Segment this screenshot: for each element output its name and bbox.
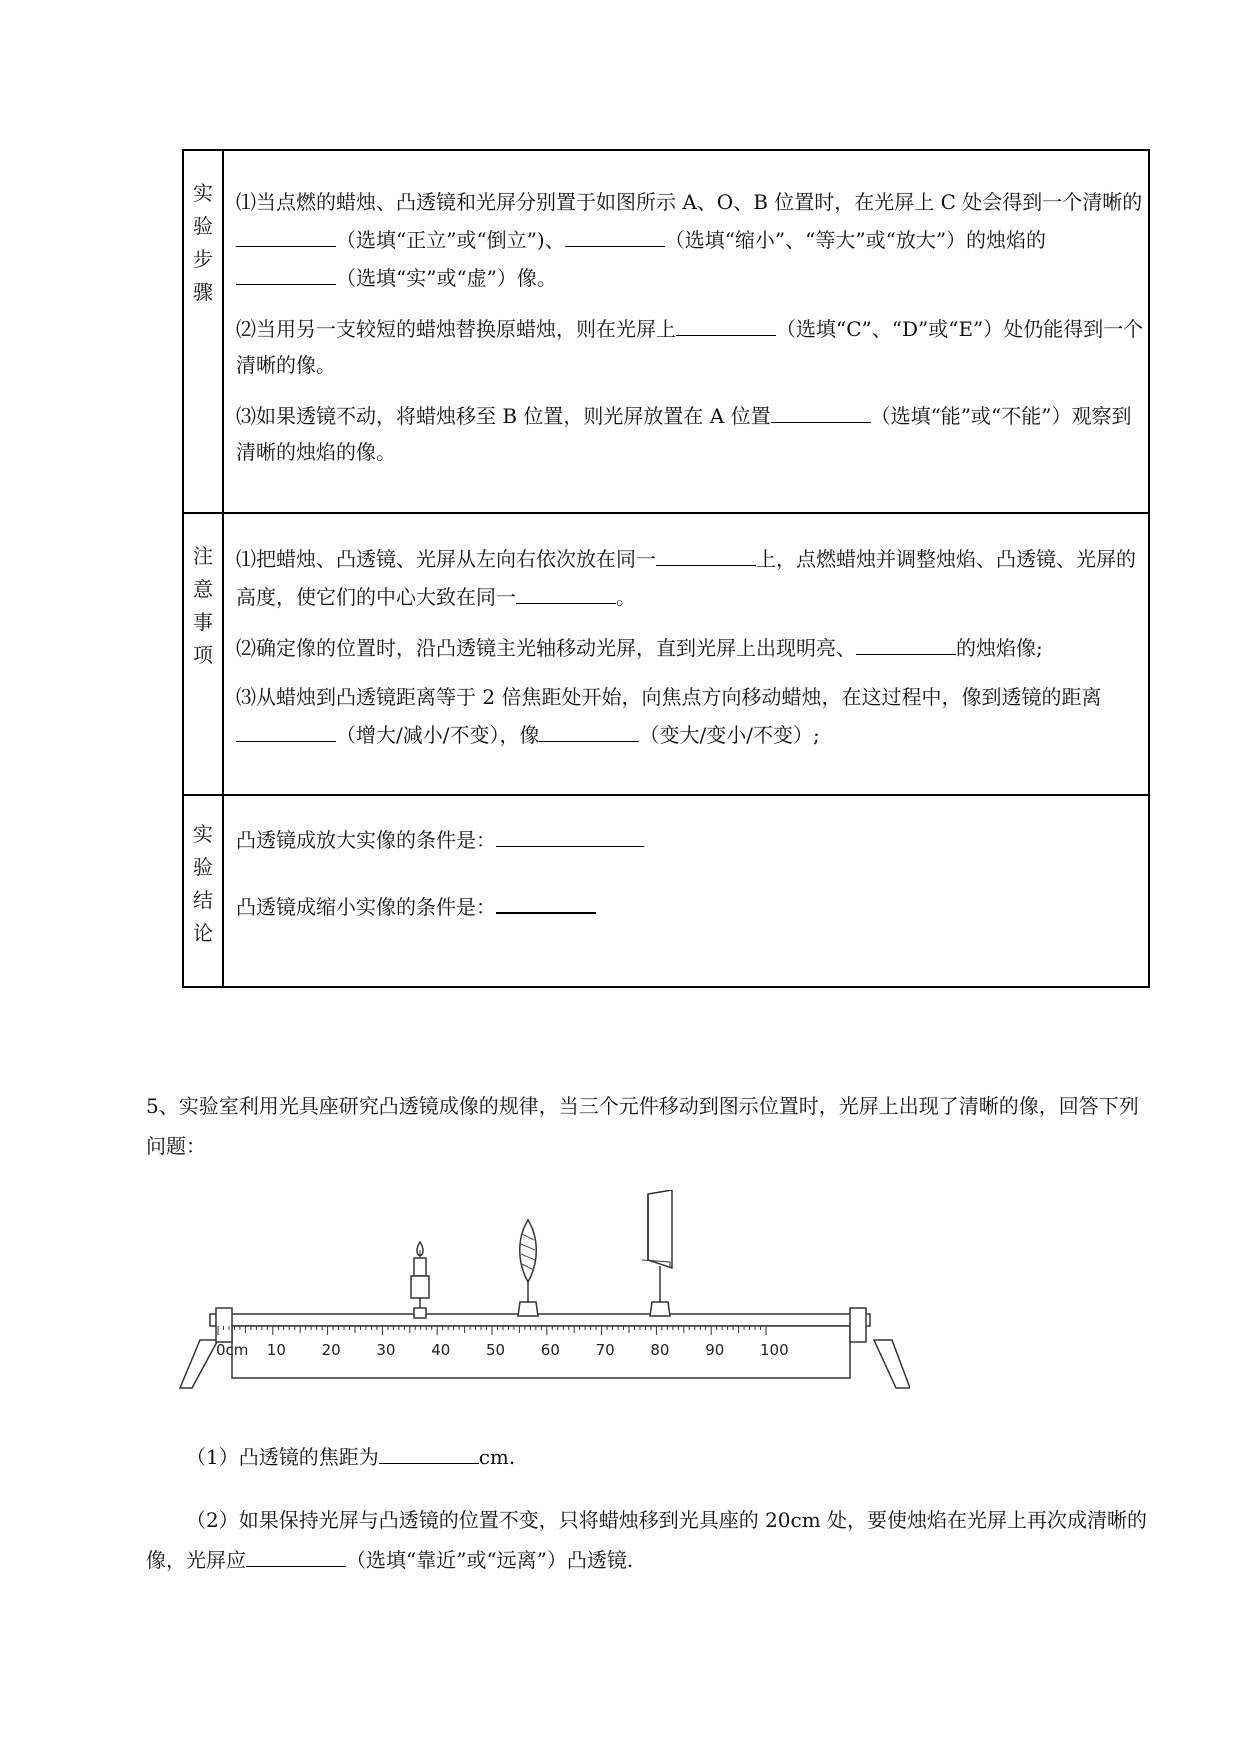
answer-blank[interactable] — [676, 309, 776, 336]
right-leg — [874, 1340, 910, 1388]
step-3-text: （选填“能”或“不能”）观察到清晰的烛焰的像。 — [236, 404, 1132, 464]
label-char: 注 — [193, 544, 213, 568]
note-1 — [236, 539, 1144, 615]
note-3-text: ⑶从蜡烛到凸透镜距离等于 2 倍焦距处开始，向焦点方向移动蜡烛，在这过程中，像到透镜的距离 — [236, 685, 1102, 709]
label-char: 实 — [193, 822, 213, 846]
bench-rail — [210, 1314, 870, 1326]
note-2-text: 的烛焰像; — [956, 636, 1043, 660]
step-2-text: ⑵当用另一支较短的蜡烛替换原蜡烛，则在光屏上 — [236, 317, 676, 341]
light-screen — [642, 1190, 672, 1316]
scale-label: 20 — [321, 1341, 341, 1359]
answer-blank[interactable] — [379, 1437, 479, 1464]
question-5-part-2 — [146, 1500, 1150, 1580]
answer-blank[interactable] — [496, 886, 596, 914]
step-1 — [236, 184, 1144, 296]
row-label-notes — [183, 513, 223, 795]
scale-label: 80 — [650, 1341, 670, 1359]
part-1-unit: cm. — [478, 1445, 516, 1469]
scale-label: 0cm — [216, 1341, 249, 1359]
conclusion-2 — [236, 886, 1144, 925]
conclusion-1-text: 凸透镜成放大实像的条件是： — [236, 828, 496, 852]
answer-blank[interactable] — [856, 628, 956, 655]
answer-blank[interactable] — [246, 1540, 346, 1567]
answer-blank[interactable] — [236, 258, 336, 285]
table-row-conclusion — [183, 795, 1149, 987]
right-end-cap — [850, 1308, 866, 1342]
part-2-text: （选填“靠近”或“远离”）凸透镜. — [346, 1548, 634, 1572]
answer-blank[interactable] — [656, 539, 756, 566]
scale-label: 90 — [705, 1341, 725, 1359]
label-char: 意 — [193, 577, 213, 601]
step-1-text: （选填“正立”或“倒立”)、 — [336, 228, 565, 252]
step-3 — [236, 396, 1144, 470]
note-2 — [236, 628, 1144, 666]
left-end-cap — [216, 1308, 232, 1342]
conclusion-1 — [236, 820, 1144, 858]
question-5 — [146, 1086, 1150, 1166]
row-label-steps — [183, 150, 223, 513]
candle — [411, 1242, 429, 1318]
conclusion-2-text: 凸透镜成缩小实像的条件是： — [236, 895, 496, 919]
answer-blank[interactable] — [236, 220, 336, 247]
scale-label: 30 — [376, 1341, 396, 1359]
experiment-table — [182, 149, 1150, 988]
note-1-text: 。 — [616, 585, 636, 609]
step-2 — [236, 309, 1144, 383]
answer-blank[interactable] — [565, 220, 665, 247]
scale-label: 40 — [431, 1341, 451, 1359]
part-2-text: （2）如果保持光屏与凸透镜的位置不变，只将蜡烛移到光具座的 20cm 处，要使烛焰在光屏上再次成清晰的像，光屏应 — [146, 1508, 1148, 1572]
answer-blank[interactable] — [496, 820, 644, 847]
answer-blank[interactable] — [539, 715, 639, 742]
row-label-conclusion — [183, 795, 223, 987]
answer-blank[interactable] — [516, 577, 616, 604]
table-row-steps — [183, 150, 1149, 513]
label-char: 验 — [193, 855, 213, 879]
note-3-text: （变大/变小/不变）; — [639, 723, 820, 747]
scale-label: 70 — [595, 1341, 615, 1359]
question-5-stem: 5、实验室利用光具座研究凸透镜成像的规律，当三个元件移动到图示位置时，光屏上出现了清晰的像，回答下列问题： — [146, 1094, 1139, 1158]
table-row-notes — [183, 513, 1149, 795]
answer-blank[interactable] — [236, 715, 336, 742]
label-char: 结 — [193, 888, 213, 912]
conclusion-content — [223, 795, 1149, 987]
scale-label: 50 — [486, 1341, 506, 1359]
step-2-text: （选填“C”、“D”或“E”）处仍能得到一个清晰的像。 — [236, 317, 1144, 377]
label-char: 验 — [193, 214, 213, 238]
scale-label: 100 — [760, 1341, 789, 1359]
left-leg — [180, 1340, 218, 1388]
note-3-text: （增大/减小/不变），像 — [336, 723, 540, 747]
label-char: 事 — [193, 610, 213, 634]
scale-label: 10 — [266, 1341, 286, 1359]
label-char: 论 — [193, 921, 213, 945]
note-1-text: ⑴把蜡烛、凸透镜、光屏从左向右依次放在同一 — [236, 547, 656, 571]
part-1-text: （1）凸透镜的焦距为 — [186, 1445, 379, 1469]
convex-lens — [518, 1220, 538, 1316]
step-1-text: ⑴当点燃的蜡烛、凸透镜和光屏分别置于如图所示 A、O、B 位置时，在光屏上 C 处会得到一个清晰的 — [236, 190, 1143, 214]
question-5-part-1 — [186, 1437, 515, 1475]
scale-label: 60 — [540, 1341, 560, 1359]
note-1-text: 上，点燃蜡烛并调整烛焰、凸透镜、光屏的高度，使它们的中心大致在同一 — [236, 547, 1136, 609]
label-char: 骤 — [193, 280, 213, 304]
label-char: 项 — [193, 643, 213, 667]
step-1-text: （选填“缩小”、“等大”或“放大”）的烛焰的 — [664, 228, 1047, 252]
part-2-paragraph — [146, 1500, 1150, 1580]
steps-content — [223, 150, 1149, 513]
label-char: 步 — [193, 247, 213, 271]
optical-bench-figure — [170, 1190, 910, 1400]
note-2-text: ⑵确定像的位置时，沿凸透镜主光轴移动光屏，直到光屏上出现明亮、 — [236, 636, 856, 660]
note-3 — [236, 679, 1144, 753]
step-1-text: （选填“实”或“虚”）像。 — [336, 266, 557, 290]
notes-content — [223, 513, 1149, 795]
answer-blank[interactable] — [771, 396, 871, 423]
label-char: 实 — [193, 181, 213, 205]
step-3-text: ⑶如果透镜不动，将蜡烛移至 B 位置，则光屏放置在 A 位置 — [236, 404, 771, 428]
